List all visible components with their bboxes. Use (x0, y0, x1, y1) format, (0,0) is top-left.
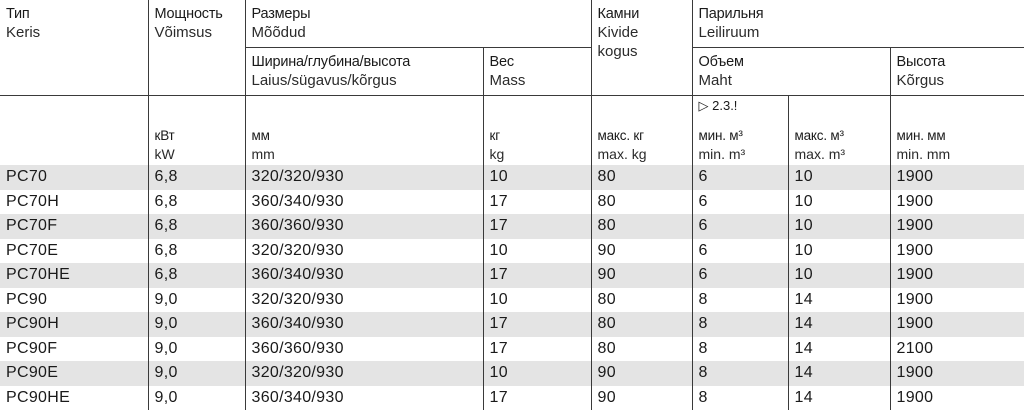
units-row (0, 95, 1024, 165)
stones-label-et: Kivide (597, 24, 639, 41)
cell-type: PC90 (0, 288, 148, 313)
cell-wdh: 320/320/930 (245, 361, 483, 386)
cell-stones: 80 (591, 165, 692, 190)
cell-vol-max: 14 (788, 337, 890, 362)
volume-label-et: Maht (698, 71, 732, 89)
cell-vol-min: 8 (692, 312, 788, 337)
cell-weight: 17 (483, 190, 591, 215)
cell-vol-max: 10 (788, 190, 890, 215)
col-power-header (148, 0, 245, 95)
cell-height: 1900 (890, 165, 1024, 190)
table-row (0, 263, 1024, 288)
cell-weight: 17 (483, 263, 591, 288)
cell-stones: 90 (591, 386, 692, 411)
table-row (0, 361, 1024, 386)
cell-power: 9,0 (148, 386, 245, 411)
weight-unit-et: kg (489, 146, 505, 162)
cell-weight: 10 (483, 288, 591, 313)
cell-power: 9,0 (148, 337, 245, 362)
col-height-header (890, 47, 1024, 95)
wdh-label-et: Laius/sügavus/kõrgus (251, 71, 397, 89)
units-wdh (245, 95, 483, 165)
data-body (0, 165, 1024, 410)
cell-stones: 80 (591, 288, 692, 313)
cell-vol-max: 10 (788, 214, 890, 239)
cell-height: 1900 (890, 214, 1024, 239)
wdh-unit-ru: мм (251, 128, 270, 143)
cell-vol-min: 6 (692, 239, 788, 264)
cell-vol-max: 14 (788, 312, 890, 337)
col-weight-header (483, 47, 591, 95)
wdh-unit-et: mm (251, 146, 275, 162)
cell-vol-min: 6 (692, 165, 788, 190)
power-label-et: Võimsus (154, 24, 213, 41)
cell-type: PC90HE (0, 386, 148, 411)
vol-max-unit-et: max. m³ (794, 146, 846, 162)
cell-height: 1900 (890, 239, 1024, 264)
units-vol-min (692, 95, 788, 165)
cell-wdh: 320/320/930 (245, 165, 483, 190)
cell-wdh: 320/320/930 (245, 288, 483, 313)
cell-stones: 80 (591, 337, 692, 362)
cell-wdh: 360/340/930 (245, 386, 483, 411)
cell-type: PC70 (0, 165, 148, 190)
cell-weight: 17 (483, 386, 591, 411)
table-row (0, 337, 1024, 362)
table-row (0, 165, 1024, 190)
cell-vol-min: 6 (692, 214, 788, 239)
cell-type: PC70H (0, 190, 148, 215)
col-type-header (0, 0, 148, 95)
type-label-ru: Тип (6, 6, 30, 22)
cell-height: 2100 (890, 337, 1024, 362)
height-label-et: Kõrgus (896, 71, 945, 89)
height-unit-ru: мин. мм (896, 128, 946, 143)
stones-label-et2: kogus (597, 43, 638, 60)
cell-vol-min: 8 (692, 361, 788, 386)
col-room-header (692, 0, 1024, 47)
table-row (0, 386, 1024, 411)
volume-label-ru: Объем (698, 53, 744, 70)
cell-stones: 90 (591, 263, 692, 288)
cell-stones: 80 (591, 214, 692, 239)
power-label-ru: Мощность (154, 6, 223, 22)
cell-wdh: 360/340/930 (245, 312, 483, 337)
units-power (148, 95, 245, 165)
col-volume-header (692, 47, 890, 95)
table-row (0, 214, 1024, 239)
cell-wdh: 360/360/930 (245, 337, 483, 362)
cell-power: 9,0 (148, 288, 245, 313)
weight-unit-ru: кг (489, 128, 500, 143)
cell-vol-max: 14 (788, 386, 890, 411)
dimensions-label-ru: Размеры (251, 6, 311, 22)
units-height (890, 95, 1024, 165)
header-row-main (0, 0, 1024, 47)
cell-wdh: 360/360/930 (245, 214, 483, 239)
cell-stones: 80 (591, 312, 692, 337)
cell-stones: 90 (591, 361, 692, 386)
vol-min-unit-ru: мин. м³ (698, 128, 743, 143)
cell-vol-min: 6 (692, 263, 788, 288)
cell-weight: 10 (483, 239, 591, 264)
height-unit-et: min. mm (896, 146, 951, 162)
cell-power: 6,8 (148, 239, 245, 264)
type-label-et: Keris (6, 24, 41, 41)
col-dimensions-header (245, 0, 591, 47)
cell-height: 1900 (890, 190, 1024, 215)
height-label-ru: Высота (896, 53, 946, 70)
stones-unit-ru: макс. кг (597, 128, 644, 143)
cell-height: 1900 (890, 361, 1024, 386)
cell-stones: 90 (591, 239, 692, 264)
cell-vol-max: 14 (788, 361, 890, 386)
cell-height: 1900 (890, 312, 1024, 337)
cell-type: PC70HE (0, 263, 148, 288)
units-vol-max (788, 95, 890, 165)
cell-power: 9,0 (148, 312, 245, 337)
cell-power: 6,8 (148, 214, 245, 239)
col-wdh-header (245, 47, 483, 95)
stones-unit-et: max. kg (597, 146, 647, 162)
col-stones-header (591, 0, 692, 95)
cell-stones: 80 (591, 190, 692, 215)
cell-power: 6,8 (148, 165, 245, 190)
table-row (0, 312, 1024, 337)
cell-weight: 17 (483, 214, 591, 239)
cell-type: PC70F (0, 214, 148, 239)
cell-height: 1900 (890, 386, 1024, 411)
vol-max-unit-ru: макс. м³ (794, 128, 844, 143)
room-label-ru: Парильня (698, 6, 764, 22)
cell-weight: 17 (483, 312, 591, 337)
cell-power: 9,0 (148, 361, 245, 386)
cell-vol-min: 8 (692, 337, 788, 362)
cell-vol-min: 8 (692, 386, 788, 411)
table-row (0, 239, 1024, 264)
cell-wdh: 320/320/930 (245, 239, 483, 264)
cell-vol-max: 14 (788, 288, 890, 313)
room-label-et: Leiliruum (698, 24, 760, 41)
cell-power: 6,8 (148, 190, 245, 215)
cell-height: 1900 (890, 288, 1024, 313)
cell-vol-min: 6 (692, 190, 788, 215)
vol-min-unit-et: min. m³ (698, 146, 746, 162)
cell-type: PC90H (0, 312, 148, 337)
cell-type: PC90F (0, 337, 148, 362)
units-type (0, 95, 148, 165)
cell-vol-min: 8 (692, 288, 788, 313)
units-stones (591, 95, 692, 165)
weight-label-ru: Вес (489, 53, 514, 70)
stones-label-ru: Камни (597, 6, 640, 22)
cell-weight: 10 (483, 165, 591, 190)
cell-vol-max: 10 (788, 263, 890, 288)
reference-note: ▷ 2.3.! (698, 97, 738, 113)
cell-type: PC90E (0, 361, 148, 386)
cell-wdh: 360/340/930 (245, 190, 483, 215)
cell-power: 6,8 (148, 263, 245, 288)
weight-label-et: Mass (489, 71, 526, 89)
power-unit-ru: кВт (154, 128, 175, 143)
cell-vol-max: 10 (788, 239, 890, 264)
units-weight (483, 95, 591, 165)
power-unit-et: kW (154, 146, 175, 162)
table-row (0, 190, 1024, 215)
cell-height: 1900 (890, 263, 1024, 288)
cell-vol-max: 10 (788, 165, 890, 190)
wdh-label-ru: Ширина/глубина/высота (251, 53, 411, 70)
cell-wdh: 360/340/930 (245, 263, 483, 288)
table-row (0, 288, 1024, 313)
cell-weight: 10 (483, 361, 591, 386)
dimensions-label-et: Mõõdud (251, 24, 306, 41)
cell-type: PC70E (0, 239, 148, 264)
cell-weight: 17 (483, 337, 591, 362)
